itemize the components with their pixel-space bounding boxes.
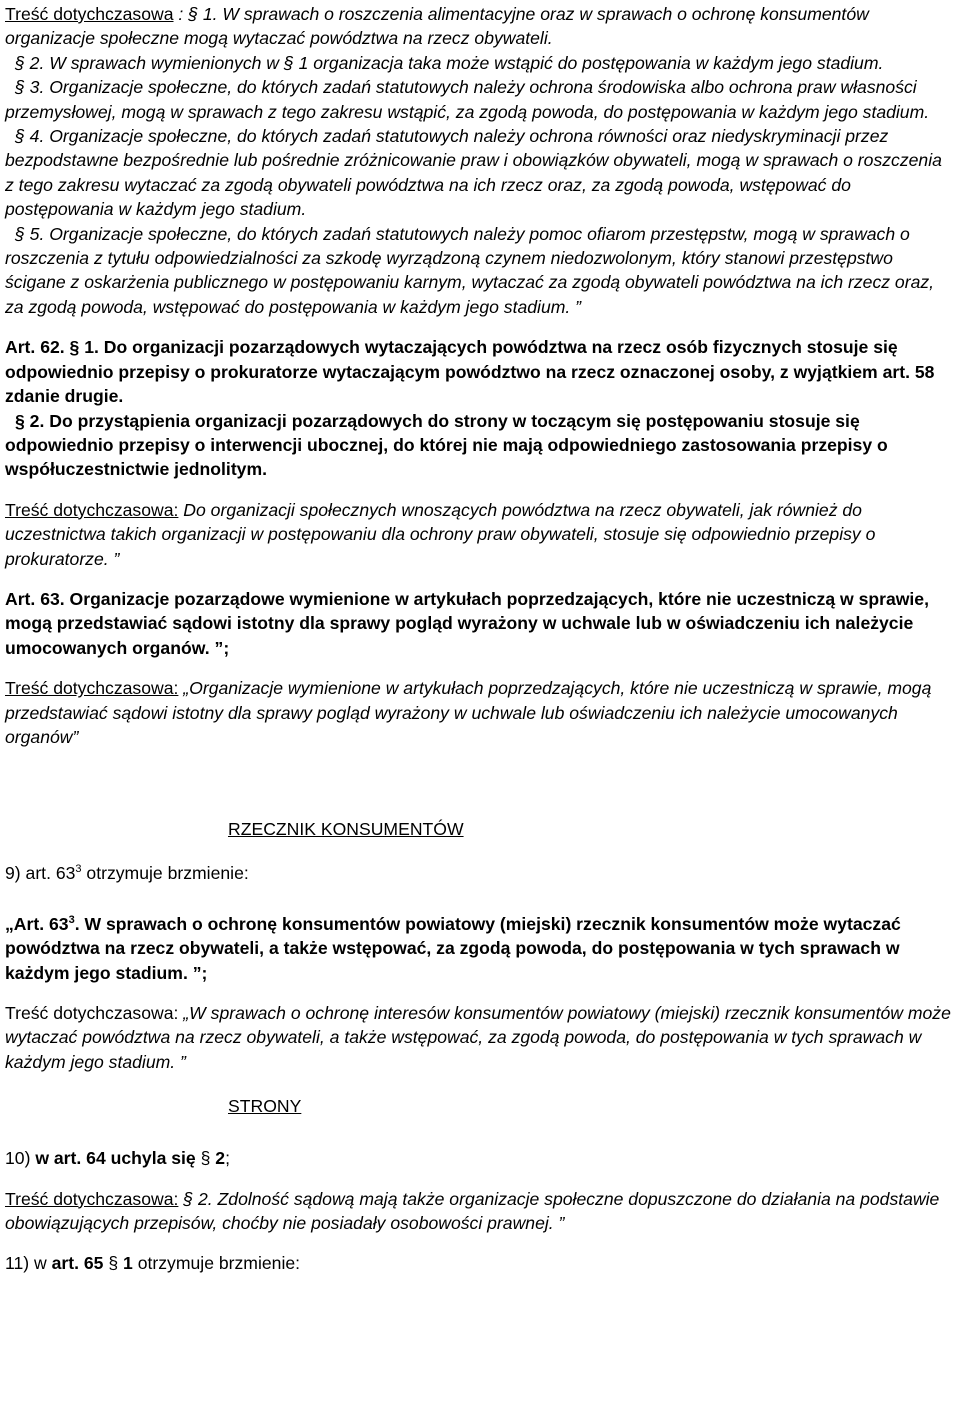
section-heading-row bbox=[5, 1094, 955, 1138]
article-63: Art. 63. Organizacje pozarządowe wymienione w artykułach poprzedzających, które nie uczestniczą w sprawie, mogą przedstawiać sądowi istotny dla sprawy pogląd wyrażony w uchwale lub w oświadczeniu ich należycie umocowanych organów. ”; bbox=[5, 588, 929, 658]
section-heading-row bbox=[5, 817, 955, 861]
item-text: w art. 64 uchyla się bbox=[35, 1148, 196, 1169]
document-page bbox=[5, 2, 955, 1276]
paragraph-4 bbox=[5, 124, 955, 222]
clause-text: „W sprawach o ochronę interesów konsumentów powiatowy (miejski) rzecznik konsumentów może wytaczać powództwa na rzecz obywateli, a także wstępować, za zgodą powoda, do postępowania w tych sprawach w każdym jego stadium. ” bbox=[5, 1003, 951, 1072]
clause-text: 1. W sprawach o roszczenia alimentacyjne oraz w sprawach o ochronę konsumentów organizacje społeczne mogą wytaczać powództwa na rzecz obywateli. bbox=[5, 4, 869, 49]
item-label: 9) art. 63 bbox=[5, 863, 76, 884]
paragraph-3 bbox=[5, 75, 955, 124]
clause-text: Do organizacji społecznych wnoszących powództwa na rzecz obywateli, jak również do uczestnictwa takich organizacji w postępowaniu dla ochrony praw obywateli, stosuje się odpowiednio przepisy o prokuratorze. ” bbox=[5, 499, 876, 569]
previous-text-block-3 bbox=[5, 676, 955, 749]
item-label: 11) w bbox=[5, 1253, 52, 1274]
amendment-item-10 bbox=[5, 1146, 955, 1170]
previous-text-label: Treść dotychczasowa: bbox=[5, 1188, 179, 1209]
item-text: otrzymuje brzmienie: bbox=[81, 863, 249, 884]
section-sign: § bbox=[15, 126, 25, 147]
section-sign: § bbox=[178, 1188, 194, 1209]
previous-text-label: Treść dotychczasowa: bbox=[5, 678, 179, 699]
clause-text: 2. Zdolność sądową mają także organizacje społeczne dopuszczone do działania na podstawie obowiązujących przepisów, choćby nie posiadały osobowości prawnej. ” bbox=[5, 1188, 940, 1234]
article-62-paragraph-1 bbox=[5, 335, 955, 408]
article-62 bbox=[5, 335, 955, 481]
section-sign: § bbox=[195, 1148, 211, 1169]
item-number: 2 bbox=[210, 1148, 226, 1169]
previous-text-block-4 bbox=[5, 1001, 955, 1074]
section-heading: RZECZNIK KONSUMENTÓW bbox=[228, 819, 464, 840]
clause-text: . W sprawach o ochronę konsumentów powiatowy (miejski) rzecznik konsumentów może wytaczać powództwa na rzecz obywateli, a także wstępować, za zgodą powoda, do postępowania w tych sprawach w każdym jego stadium. ”; bbox=[5, 913, 901, 983]
paragraph-1 bbox=[5, 2, 955, 51]
section-heading: STRONY bbox=[228, 1096, 302, 1117]
article-heading: „Art. 63 bbox=[5, 913, 69, 934]
article-62-paragraph-2 bbox=[5, 409, 955, 482]
clause-text: „Organizacje wymienione w artykułach poprzedzających, które nie uczestniczą w sprawie, mogą przedstawiać sądowi istotny dla sprawy pogląd wyrażony w uchwale lub oświadczeniu ich należycie umocowanych organów” bbox=[5, 678, 932, 747]
item-text: otrzymuje brzmienie: bbox=[132, 1253, 301, 1274]
previous-text-label: Treść dotychczasowa: bbox=[5, 1003, 179, 1023]
clause-text: 2. W sprawach wymienionych w § 1 organizacja taka może wstąpić do postępowania w każdym jego stadium. bbox=[24, 52, 884, 73]
item-punctuation: ; bbox=[225, 1148, 230, 1169]
section-sign: § bbox=[15, 77, 25, 98]
superscript: 3 bbox=[68, 913, 75, 926]
previous-text-block-1 bbox=[5, 2, 955, 319]
label-colon: : bbox=[173, 4, 189, 24]
item-number: 1 bbox=[118, 1253, 133, 1274]
section-sign: § bbox=[15, 52, 25, 73]
clause-text: 5. Organizacje społeczne, do których zadań statutowych należy pomoc ofiarom przestępstw, mogą w sprawach o roszczenia z tytułu odpowiedzialności za szkodę wyrządzoną czynem niedozwolonym, który stanowi przestępstwo ścigane z oskarżenia publicznego w postępowaniu karnym, wytaczać za zgodą obywateli powództwa na ich rzecz oraz, za zgodą powoda, wstępować do postępowania w każdym jego stadium. ” bbox=[5, 223, 935, 317]
previous-text-block-2 bbox=[5, 498, 955, 571]
previous-text-block-5 bbox=[5, 1187, 955, 1236]
paragraph-5 bbox=[5, 222, 955, 320]
section-sign: § bbox=[69, 337, 80, 358]
paragraph-2 bbox=[5, 51, 955, 75]
section-sign: § bbox=[103, 1253, 119, 1274]
item-label: 10) bbox=[5, 1148, 36, 1169]
superscript: 3 bbox=[75, 863, 82, 876]
previous-text-label: Treść dotychczasowa: bbox=[5, 499, 179, 520]
item-text: art. 65 bbox=[51, 1253, 104, 1274]
clause-text: 2. Do przystąpienia organizacji pozarządowych do strony w toczącym się postępowaniu stosuje się odpowiednio przepisy o interwencji ubocznej, do której nie mają odpowiedniego zastosowania przepisy o współuczestnictwie jednolitym. bbox=[5, 410, 888, 480]
amendment-item-11 bbox=[5, 1251, 955, 1275]
article-heading: Art. 62. bbox=[5, 337, 70, 358]
section-sign: § bbox=[188, 4, 198, 24]
section-sign: § bbox=[15, 410, 25, 431]
amendment-item-9 bbox=[5, 861, 955, 885]
section-sign: § bbox=[15, 223, 25, 244]
article-63-3 bbox=[5, 912, 955, 985]
clause-text: 4. Organizacje społeczne, do których zadań statutowych należy ochrona równości oraz niedyskryminacji przez bezpodstawne bezpośrednie lub pośrednie zróżnicowanie praw i obowiązków obywateli, mogą w sprawach o roszczenia z tego zakresu wytaczać za zgodą obywateli powództwa na ich rzecz oraz, za zgodą powoda, wstępować do postępowania w każdym jego stadium. bbox=[5, 126, 942, 220]
previous-text-label: Treść dotychczasowa bbox=[5, 4, 174, 24]
clause-text: 3. Organizacje społeczne, do których zadań statutowych należy ochrona środowiska albo ochrona praw własności przemysłowej, mogą w sprawach z tego zakresu wstąpić, za zgodą powoda, do postępowania w każdym jego stadium. bbox=[5, 77, 930, 122]
clause-text: 1. Do organizacji pozarządowych wytaczających powództwa na rzecz osób fizycznych stosuje się odpowiednio przepisy o prokuratorze wytaczającym powództwo na rzecz oznaczonej osoby, z wyjątkiem art. 58 zdanie drugie. bbox=[5, 337, 935, 407]
